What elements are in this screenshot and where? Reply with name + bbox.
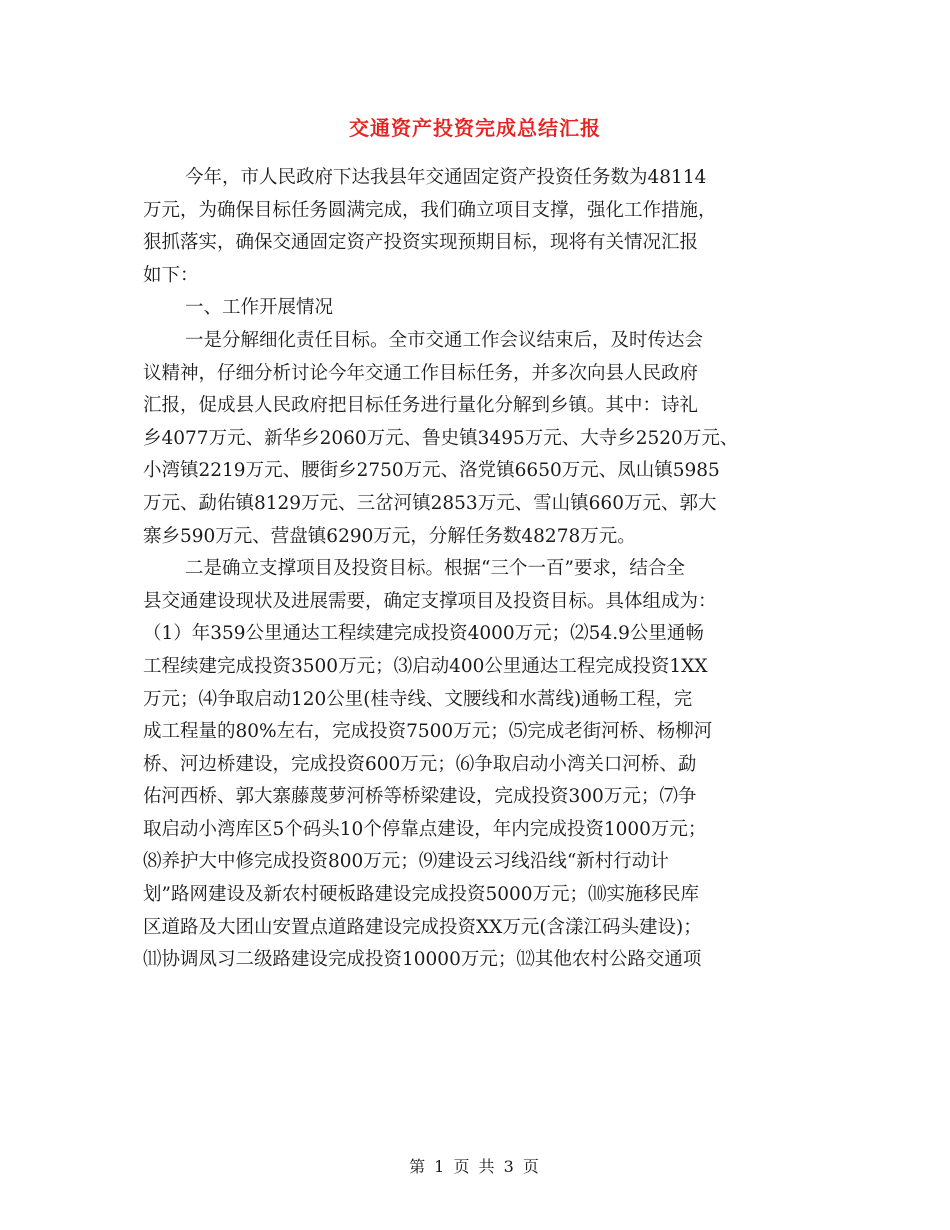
page-footer: 第 1 页 共 3 页 — [409, 1157, 541, 1176]
body-line: ⑾协调凤习二级路建设完成投资10000万元；⑿其他农村公路交通项 — [143, 949, 702, 971]
body-line: 桥、河边桥建设，完成投资600万元；⑹争取启动小湾关口河桥、勐 — [143, 753, 697, 775]
body-line: 县交通建设现状及进展需要，确定支撑项目及投资目标。具体组成为： — [143, 590, 717, 612]
body-line: 如下： — [143, 264, 199, 286]
document-body — [143, 162, 823, 977]
body-line: 万元、勐佑镇8129万元、三岔河镇2853万元、雪山镇660万元、郭大 — [143, 492, 717, 514]
body-line: 万元，为确保目标任务圆满完成，我们确立项目支撑，强化工作措施， — [143, 199, 717, 221]
body-line: 狠抓落实，确保交通固定资产投资实现预期目标，现将有关情况汇报 — [143, 232, 699, 254]
body-line: 小湾镇2219万元、腰街乡2750万元、洛党镇6650万元、凤山镇5985 — [143, 460, 720, 482]
document-title: 交通资产投资完成总结汇报 — [349, 116, 601, 140]
body-line: 万元；⑷争取启动120公里(桂寺线、文腰线和水蒿线)通畅工程，完 — [143, 688, 693, 710]
body-line: 寨乡590万元、营盘镇6290万元，分解任务数48278万元。 — [143, 525, 636, 547]
body-line: 汇报，促成县人民政府把目标任务进行量化分解到乡镇。其中：诗礼 — [143, 395, 699, 417]
body-line: 佑河西桥、郭大寨藤蔑萝河桥等桥梁建设，完成投资300万元；⑺争 — [143, 786, 697, 808]
body-line: 今年，市人民政府下达我县年交通固定资产投资任务数为48114 — [185, 167, 707, 188]
body-line: 二是确立支撑项目及投资目标。根据“三个一百”要求，结合全 — [185, 558, 685, 580]
body-line: 成工程量的80%左右，完成投资7500万元；⑸完成老街河桥、杨柳河 — [143, 721, 713, 743]
body-line: 乡4077万元、新华乡2060万元、鲁史镇3495万元、大寺乡2520万元、 — [143, 427, 739, 449]
body-line: 一是分解细化责任目标。全市交通工作会议结束后，及时传达会 — [185, 329, 704, 351]
section-heading: 一、工作开展情况 — [185, 297, 334, 319]
body-line: ⑻养护大中修完成投资800万元；⑼建设云习线沿线“新村行动计 — [143, 851, 669, 873]
body-line: 取启动小湾库区5个码头10个停靠点建设，年内完成投资1000万元； — [143, 818, 707, 840]
body-line: 议精神，仔细分析讨论今年交通工作目标任务，并多次向县人民政府 — [143, 362, 699, 384]
body-line: 工程续建完成投资3500万元；⑶启动400公里通达工程完成投资1XX — [143, 655, 708, 677]
body-line: （1）年359公里通达工程续建完成投资4000万元；⑵54.9公里通畅 — [143, 623, 704, 645]
body-line: 区道路及大团山安置点道路建设完成投资XX万元(含漾江码头建设)； — [143, 916, 702, 938]
body-line: 划”路网建设及新农村硬板路建设完成投资5000万元；⑽实施移民库 — [143, 884, 700, 906]
